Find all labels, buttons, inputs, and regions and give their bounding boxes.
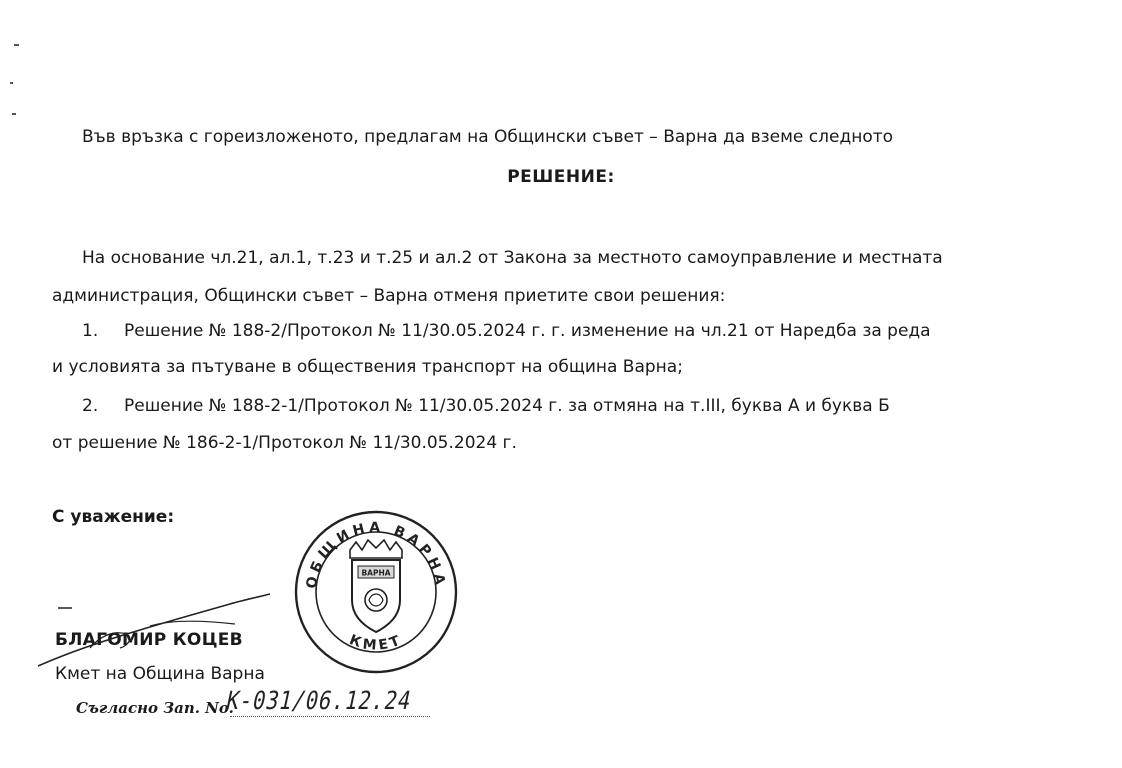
- list-item-number: 1.: [82, 321, 99, 341]
- signer-title: Кмет на Община Варна: [55, 664, 265, 684]
- svg-text:КМЕТ: [347, 632, 405, 654]
- official-seal: [290, 500, 460, 675]
- seal-bottom-text: КМЕТ: [347, 631, 405, 654]
- basis-paragraph-line1: На основание чл.21, ал.1, т.23 и т.25 и ал.2 от Закона за местното самоуправление и местната: [82, 248, 943, 268]
- list-item-line1: Решение № 188-2-1/Протокол № 11/30.05.2024 г. за отмяна на т.III, буква А и буква Б: [124, 396, 890, 416]
- crest-text: ВАРНА: [361, 568, 391, 578]
- decision-heading: РЕШЕНИЕ:: [507, 167, 615, 187]
- list-item-line2: и условията за пътуване в обществения транспорт на община Варна;: [52, 357, 683, 377]
- handwritten-signature: [30, 590, 330, 680]
- agreement-dotted-line: [230, 716, 430, 717]
- agreement-label: Съгласно Зап. No.: [76, 699, 234, 717]
- seal-top-text: ОБЩИНА ВАРНА: [303, 519, 449, 590]
- list-item-number: 2.: [82, 396, 99, 416]
- list-item-line1: Решение № 188-2/Протокол № 11/30.05.2024 г. г. изменение на чл.21 от Наредба за реда: [124, 321, 931, 341]
- scan-mark: [14, 44, 19, 46]
- agreement-number-handwritten: К-031/06.12.24: [223, 686, 415, 715]
- scan-mark: [10, 82, 13, 84]
- basis-paragraph-line2: администрация, Общински съвет – Варна отменя приетите свои решения:: [52, 286, 726, 306]
- signer-name: БЛАГОМИР КОЦЕВ: [55, 630, 243, 650]
- scan-mark: [12, 113, 16, 115]
- closing-regards: С уважение:: [52, 507, 175, 527]
- list-item-line2: от решение № 186-2-1/Протокол № 11/30.05.2024 г.: [52, 433, 517, 453]
- intro-text: Във връзка с гореизложеното, предлагам на Общински съвет – Варна да вземе следното: [82, 127, 894, 147]
- coat-of-arms-icon: [350, 540, 402, 632]
